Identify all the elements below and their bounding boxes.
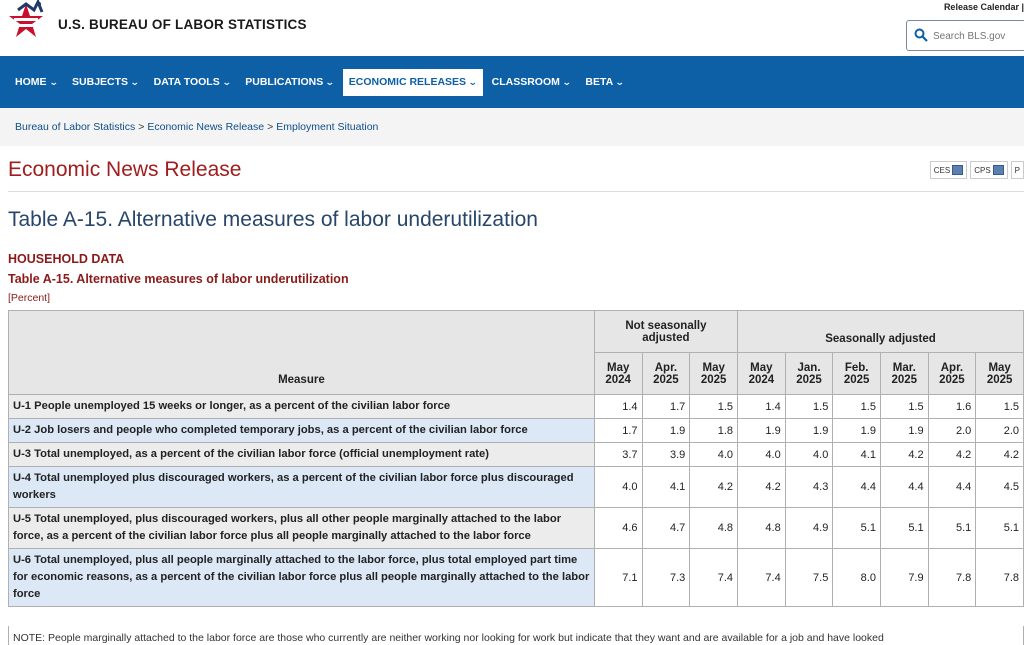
- value-cell: 1.7: [642, 395, 690, 419]
- value-cell: 7.8: [928, 549, 976, 607]
- measure-cell: U-2 Job losers and people who completed temporary jobs, as a percent of the civilian labor force: [9, 419, 595, 443]
- value-cell: 4.8: [690, 508, 738, 549]
- value-cell: 5.1: [976, 508, 1024, 549]
- value-cell: 3.7: [594, 443, 642, 467]
- value-cell: 4.9: [785, 508, 833, 549]
- value-cell: 1.7: [594, 419, 642, 443]
- table-note: NOTE: People marginally attached to the labor force are those who currently are neither working nor looking for work but indicate that they want and are available for a job and have looked: [8, 626, 1024, 645]
- nav-label: BETA: [585, 76, 614, 88]
- ces-format-button[interactable]: [930, 161, 967, 179]
- chevron-down-icon: ⌄: [325, 77, 335, 87]
- measure-header: Measure: [9, 311, 595, 395]
- format-label: CPS: [974, 165, 991, 175]
- value-cell: 4.0: [785, 443, 833, 467]
- nav-classroom[interactable]: [486, 69, 577, 96]
- measure-cell: U-5 Total unemployed, plus discouraged workers, plus all other people marginally attached to the labor force, as a percent of the civilian labor force plus all people marginally attached to the labor force: [9, 508, 595, 549]
- value-cell: 1.9: [738, 419, 786, 443]
- measure-cell: U-4 Total unemployed plus discouraged workers, as a percent of the civilian labor force plus discouraged workers: [9, 467, 595, 508]
- data-table: [8, 310, 1024, 607]
- breadcrumb: [0, 108, 1024, 146]
- col-header: Apr. 2025: [928, 353, 976, 395]
- unit-label: [Percent]: [8, 292, 51, 304]
- value-cell: 4.6: [594, 508, 642, 549]
- format-label: CES: [933, 165, 951, 175]
- search-icon[interactable]: [914, 28, 928, 42]
- nav-home[interactable]: [9, 69, 63, 96]
- household-data-label: HOUSEHOLD DATA: [8, 252, 125, 266]
- chevron-down-icon: ⌄: [48, 77, 59, 87]
- value-cell: 1.4: [738, 395, 786, 419]
- release-calendar-link[interactable]: Release Calendar |: [943, 2, 1024, 12]
- chevron-down-icon: ⌄: [561, 77, 572, 87]
- breadcrumb-employment-situation[interactable]: Employment Situation: [276, 121, 379, 133]
- value-cell: 3.9: [642, 443, 690, 467]
- value-cell: 4.4: [880, 467, 928, 508]
- value-cell: 4.0: [690, 443, 738, 467]
- value-cell: 4.8: [738, 508, 786, 549]
- table-row: [9, 549, 1024, 607]
- col-header: May 2024: [738, 353, 786, 395]
- value-cell: 4.2: [880, 443, 928, 467]
- value-cell: 4.1: [642, 467, 690, 508]
- format-buttons: [930, 161, 1024, 179]
- chevron-down-icon: ⌄: [129, 77, 140, 87]
- nav-economic-releases[interactable]: [343, 69, 483, 96]
- col-header: Jan. 2025: [785, 353, 833, 395]
- value-cell: 5.1: [833, 508, 881, 549]
- group-not-seasonally-adjusted: Not seasonally adjusted: [594, 311, 737, 353]
- chevron-down-icon: ⌄: [467, 77, 478, 87]
- search-input[interactable]: [933, 26, 1023, 46]
- value-cell: 7.8: [976, 549, 1024, 607]
- site-brand[interactable]: U.S. BUREAU OF LABOR STATISTICS: [58, 17, 307, 32]
- value-cell: 1.5: [690, 395, 738, 419]
- value-cell: 8.0: [833, 549, 881, 607]
- value-cell: 1.9: [833, 419, 881, 443]
- excel-icon: [993, 165, 1004, 175]
- site-header: [0, 0, 1024, 56]
- value-cell: 4.2: [690, 467, 738, 508]
- table-title: Table A-15. Alternative measures of labor underutilization: [8, 272, 349, 286]
- value-cell: 5.1: [928, 508, 976, 549]
- divider: [8, 191, 1024, 192]
- value-cell: 1.4: [594, 395, 642, 419]
- value-cell: 7.4: [690, 549, 738, 607]
- value-cell: 1.5: [976, 395, 1024, 419]
- table-row: [9, 508, 1024, 549]
- nav-label: SUBJECTS: [72, 76, 129, 88]
- value-cell: 1.8: [690, 419, 738, 443]
- col-header: Apr. 2025: [642, 353, 690, 395]
- value-cell: 4.1: [833, 443, 881, 467]
- value-cell: 2.0: [928, 419, 976, 443]
- main-nav: [0, 56, 1024, 108]
- breadcrumb-separator: >: [267, 121, 274, 133]
- measure-cell: U-6 Total unemployed, plus all people marginally attached to the labor force, plus total employed part time for economic reasons, as a percent of the civilian labor force plus all people marginally attached to the labor force: [9, 549, 595, 607]
- col-header: May 2025: [690, 353, 738, 395]
- breadcrumb-bls[interactable]: Bureau of Labor Statistics: [15, 121, 136, 133]
- value-cell: 1.9: [642, 419, 690, 443]
- measure-cell: U-3 Total unemployed, as a percent of the civilian labor force (official unemployment rate): [9, 443, 595, 467]
- value-cell: 1.9: [880, 419, 928, 443]
- value-cell: 2.0: [976, 419, 1024, 443]
- value-cell: 4.3: [785, 467, 833, 508]
- value-cell: 4.5: [976, 467, 1024, 508]
- excel-icon: [952, 165, 963, 175]
- value-cell: 4.4: [928, 467, 976, 508]
- search-box[interactable]: [906, 20, 1024, 51]
- value-cell: 4.2: [928, 443, 976, 467]
- nav-label: DATA TOOLS: [153, 76, 220, 88]
- table-row: [9, 395, 1024, 419]
- col-header: Feb. 2025: [833, 353, 881, 395]
- nav-subjects[interactable]: [66, 69, 145, 96]
- measure-cell: U-1 People unemployed 15 weeks or longer, as a percent of the civilian labor force: [9, 395, 595, 419]
- nav-publications[interactable]: [239, 69, 340, 96]
- table-row: [9, 419, 1024, 443]
- nav-label: HOME: [15, 76, 47, 88]
- nav-label: PUBLICATIONS: [245, 76, 324, 88]
- nav-label: ECONOMIC RELEASES: [348, 76, 467, 88]
- value-cell: 4.7: [642, 508, 690, 549]
- value-cell: 1.5: [833, 395, 881, 419]
- value-cell: 7.4: [738, 549, 786, 607]
- section-title: Economic News Release: [8, 158, 242, 181]
- nav-data-tools[interactable]: [148, 69, 237, 96]
- breadcrumb-news-release[interactable]: Economic News Release: [147, 121, 265, 133]
- value-cell: 4.0: [594, 467, 642, 508]
- nav-label: CLASSROOM: [491, 76, 560, 88]
- col-header: May 2025: [976, 353, 1024, 395]
- table-heading: Table A-15. Alternative measures of labor underutilization: [8, 208, 538, 231]
- chevron-down-icon: ⌄: [221, 77, 232, 87]
- col-header: Mar. 2025: [880, 353, 928, 395]
- chevron-down-icon: ⌄: [615, 77, 625, 87]
- value-cell: 4.2: [976, 443, 1024, 467]
- nav-beta[interactable]: [579, 69, 629, 96]
- format-label: P: [1014, 165, 1020, 175]
- value-cell: 4.0: [738, 443, 786, 467]
- value-cell: 4.4: [833, 467, 881, 508]
- value-cell: 1.5: [880, 395, 928, 419]
- value-cell: 1.5: [785, 395, 833, 419]
- value-cell: 4.2: [738, 467, 786, 508]
- value-cell: 7.5: [785, 549, 833, 607]
- table-row: [9, 467, 1024, 508]
- cps-format-button[interactable]: [970, 161, 1007, 179]
- value-cell: 5.1: [880, 508, 928, 549]
- value-cell: 7.1: [594, 549, 642, 607]
- breadcrumb-separator: >: [138, 121, 145, 133]
- group-seasonally-adjusted: Seasonally adjusted: [738, 311, 1024, 353]
- p-format-button[interactable]: [1011, 161, 1024, 179]
- value-cell: 7.3: [642, 549, 690, 607]
- col-header: May 2024: [594, 353, 642, 395]
- value-cell: 1.6: [928, 395, 976, 419]
- value-cell: 1.9: [785, 419, 833, 443]
- table-row: [9, 443, 1024, 467]
- value-cell: 7.9: [880, 549, 928, 607]
- bls-logo-icon[interactable]: [4, 0, 48, 48]
